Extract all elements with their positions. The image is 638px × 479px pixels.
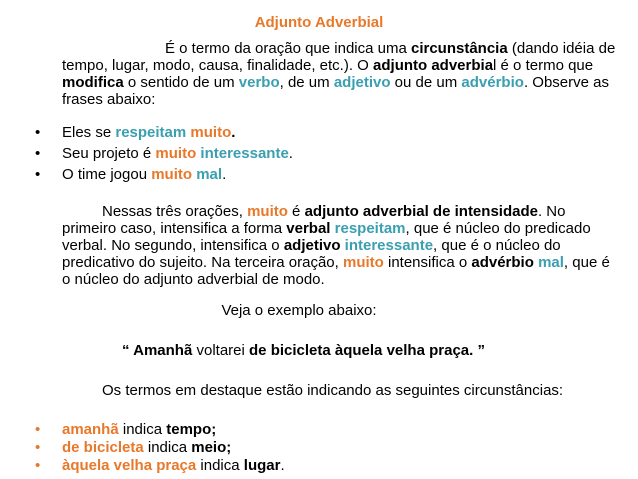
para-text: é [287, 203, 305, 220]
para-text: , que é núcleo do predicado verbal. No segundo, intensifica o [62, 220, 591, 254]
para-verbal: verbal [286, 220, 331, 237]
intro-adjunto: adjunto adverbia [373, 57, 494, 74]
para-text: . No primeiro caso, intensifica a forma [62, 203, 566, 237]
intro-text: . Observe as frases abaixo: [62, 74, 609, 108]
intro-text: (dando idéia de tempo, lugar, modo, causa, finalidade, etc.). O [62, 40, 616, 74]
list-item [35, 164, 293, 185]
circumstances-list [35, 421, 285, 475]
circ-type: tempo; [166, 421, 217, 438]
circ-term: amanhã [62, 421, 119, 438]
intro-paragraph [62, 40, 622, 108]
example-quote [122, 342, 485, 359]
circ-type: meio; [191, 439, 232, 456]
para-text: Nessas três orações, [102, 203, 248, 220]
para-muito: muito [342, 254, 384, 271]
highlight-adverb: muito [190, 124, 232, 141]
quote-text: voltarei [192, 342, 250, 359]
highlight-adverb: muito [155, 145, 197, 162]
intro-verbo: verbo [238, 74, 280, 91]
intro-text: l é o termo que [493, 57, 594, 74]
circ-term: àquela velha praça [62, 457, 197, 474]
slide-title: Adjunto Adverbial [254, 14, 384, 31]
para-interessante: interessante [344, 237, 434, 254]
bullet-icon: • [35, 421, 41, 438]
list-item [35, 457, 285, 475]
explanation-paragraph [62, 203, 622, 288]
intro-text: , de um [279, 74, 334, 91]
para-text: intensifica o [383, 254, 472, 271]
bullet-icon: • [35, 124, 41, 141]
intro-text: É o termo da oração que indica uma [165, 40, 411, 57]
para-respeitam: respeitam [334, 220, 406, 237]
sentence-text: Eles se [62, 124, 116, 141]
intro-text: o sentido de um [123, 74, 239, 91]
para-text: , que é o núcleo do adjunto adverbial de modo. [62, 254, 610, 288]
para-adjunto-intensidade: adjunto adverbial de intensidade [304, 203, 538, 220]
para-adverbio: advérbio [471, 254, 534, 271]
para-text: , que é o núcleo do predicativo do sujeito. Na terceira oração, [62, 237, 561, 271]
circ-term: de bicicleta [62, 439, 144, 456]
close-quote: ” [473, 342, 485, 359]
circ-text: . [280, 457, 285, 474]
highlight-adverb-mal: mal [196, 166, 223, 183]
list-item [35, 421, 285, 439]
quote-bold: de bicicleta àquela velha praça. [249, 342, 474, 359]
sentence-text: . [222, 166, 227, 183]
example-intro: Veja o exemplo abaixo: [221, 302, 377, 319]
example-sentences-list [35, 122, 293, 185]
intro-text: ou de um [390, 74, 462, 91]
bullet-icon: • [35, 166, 41, 183]
bullet-icon: • [35, 145, 41, 162]
intro-adjetivo: adjetivo [333, 74, 391, 91]
list-item [35, 122, 293, 143]
para-muito: muito [247, 203, 288, 220]
intro-adverbio: advérbio [461, 74, 524, 91]
highlight-adverb: muito [151, 166, 193, 183]
sentence-text: . [231, 124, 236, 141]
quote-amanha: Amanhã [133, 342, 193, 359]
circ-text: indica [143, 439, 192, 456]
sentence-text: O time jogou [62, 166, 152, 183]
para-adjetivo: adjetivo [283, 237, 341, 254]
circ-text: indica [196, 457, 244, 474]
intro-circunstancia: circunstância [410, 40, 508, 57]
para-mal: mal [538, 254, 564, 271]
circ-text: indica [118, 421, 167, 438]
circumstances-intro: Os termos em destaque estão indicando as seguintes circunstâncias: [102, 382, 564, 399]
list-item [35, 439, 285, 457]
bullet-icon: • [35, 439, 41, 456]
open-quote: “ [122, 342, 134, 359]
bullet-icon: • [35, 457, 41, 474]
highlight-verb: respeitam [115, 124, 187, 141]
list-item [35, 143, 293, 164]
highlight-adjective: interessante [200, 145, 289, 162]
sentence-text: . [288, 145, 293, 162]
circ-type: lugar [243, 457, 281, 474]
intro-modifica: modifica [62, 74, 124, 91]
sentence-text: Seu projeto é [62, 145, 156, 162]
